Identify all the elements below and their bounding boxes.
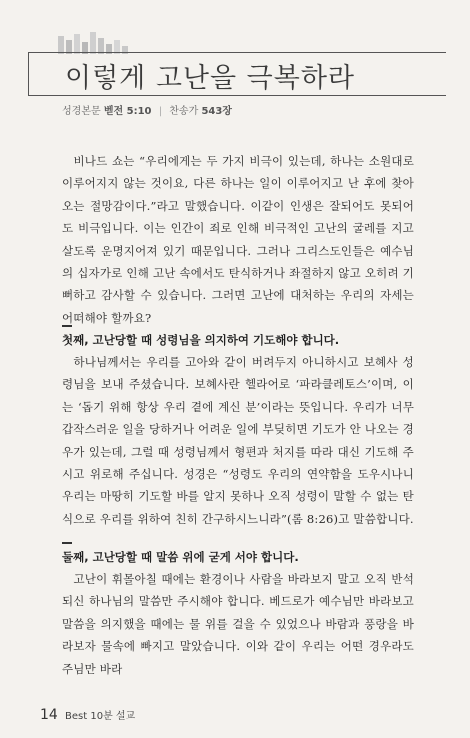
scripture-value: 벧전 5:10 (103, 106, 152, 117)
page-number: 14 (40, 707, 58, 723)
page-footer (40, 707, 135, 723)
section2-body: 고난이 휘몰아칠 때에는 환경이나 사람을 바라보지 말고 오직 반석 되신 하나님의 말씀만 주시해야 합니다. 베드로가 예수님만 바라보고 말씀을 의지했을 때에는 물 위를 걸을 수 있었으나 바람과 풍랑을 바라보자 물속에 빠지고 말았습니다. 이와 같이 우리는 어떤 경우라도 주님만 바라 (62, 572, 414, 676)
section1-dash (62, 325, 72, 327)
reference-separator: | (158, 106, 163, 117)
book-title: Best 10분 설교 (65, 711, 136, 722)
title-decoration (58, 30, 138, 54)
section2-heading: 둘째, 고난당할 때 말씀 위에 굳게 서야 합니다. (62, 550, 299, 564)
hymn-label: 찬송가 (169, 106, 199, 117)
scripture-reference (62, 102, 232, 117)
intro-paragraph: 비나드 쇼는 “우리에게는 두 가지 비극이 있는데, 하나는 소원대로 이루어지지 않는 것이요, 다른 하나는 일이 이루어지고 난 후에 찾아오는 절망감이다.”라고 말했습니다. 이같이 인생은 잘되어도 못되어도 비극입니다. 이는 인간이 죄로 인해 비극적인 고난의 굴레를 지고 살도록 운명지어져 있기 때문입니다. 그러나 그리스도인들은 예수님의 십자가로 인해 고난 속에서도 탄식하거나 좌절하지 않고 오히려 기뻐하고 감사할 수 있습니다. 그러면 고난에 대처하는 우리의 자세는 어떠해야 할까요? (62, 154, 414, 325)
hymn-value: 543장 (201, 106, 232, 117)
section1-body: 하나님께서는 우리를 고아와 같이 버려두지 아니하시고 보혜사 성령님을 보내 주셨습니다. 보혜사란 헬라어로 ‘파라클레토스’이며, 이는 ‘돕기 위해 항상 우리 곁에 계신 분’이라는 뜻입니다. 우리가 너무 갑작스러운 일을 당하거나 어려운 일에 부딪히면 기도가 안 나오는 경우가 있는데, 그럴 때 성령님께서 형편과 처지를 따라 대신 기도해 주시고 위로해 주십니다. 성경은 “성령도 우리의 연약함을 도우시나니 우리는 마땅히 기도할 바를 알지 못하나 오직 성령이 말할 수 없는 탄식으로 우리를 위하여 친히 간구하시느니라”(롬 8:26)고 말씀합니다. (62, 355, 414, 526)
page-title: 이렇게 고난을 극복하라 (65, 63, 355, 94)
section2-dash (62, 542, 72, 544)
scripture-label: 성경본문 (62, 106, 101, 117)
section1-heading: 첫째, 고난당할 때 성령님을 의지하여 기도해야 합니다. (62, 333, 340, 347)
